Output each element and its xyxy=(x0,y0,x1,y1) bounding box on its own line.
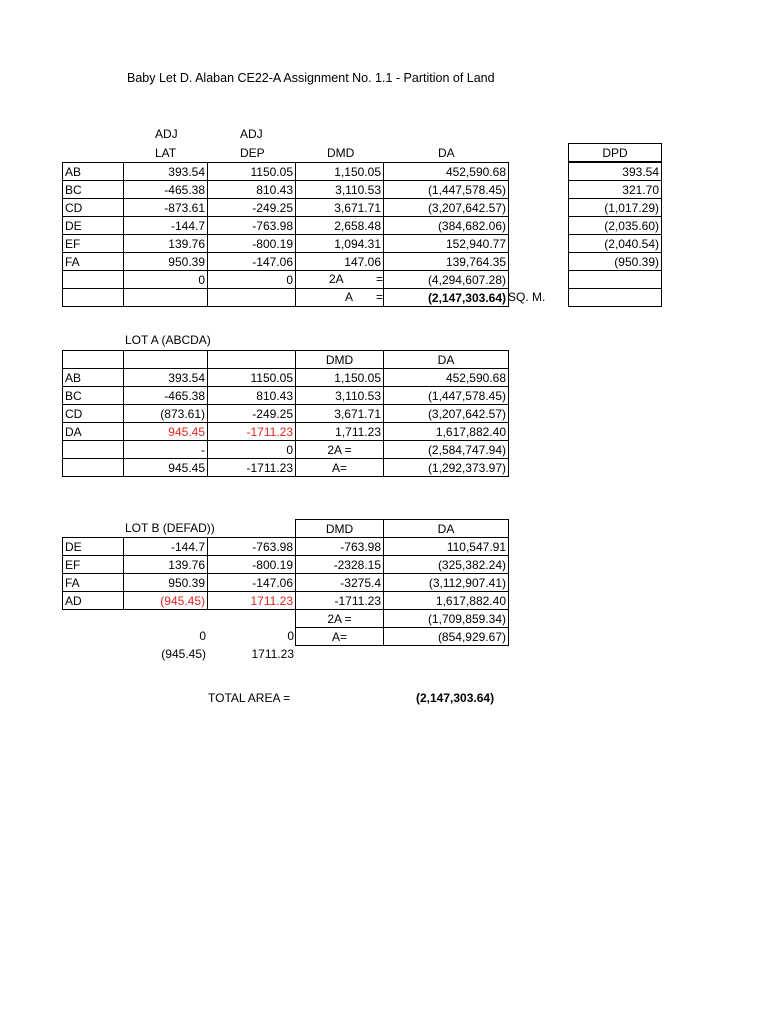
main-twoa-equals: = xyxy=(376,272,384,286)
header-dmd: DMD xyxy=(327,146,355,160)
lot-a-row-lat: 945.45 xyxy=(123,422,208,441)
main-row-dep: -249.25 xyxy=(207,198,296,217)
main-sum-blank xyxy=(62,270,124,289)
lot-b-row-lat: (945.45) xyxy=(123,591,208,610)
lot-b-row-line: DE xyxy=(62,537,124,556)
main-a-blank xyxy=(62,288,124,307)
lot-a-header-blank xyxy=(207,350,296,369)
lot-a-row-dmd: 1,150.05 xyxy=(295,368,384,387)
main-row-lat: 950.39 xyxy=(123,252,208,271)
main-row-dmd: 3,671.71 xyxy=(295,198,384,217)
lot-a-row-lat: -465.38 xyxy=(123,386,208,405)
dpd-cell xyxy=(568,288,662,307)
lot-a-blank xyxy=(62,458,124,477)
dpd-cell: (1,017.29) xyxy=(568,198,662,217)
lot-a-blank xyxy=(62,440,124,459)
lot-a-row-dep: -1711.23 xyxy=(207,422,296,441)
total-area-label: TOTAL AREA = xyxy=(208,691,291,705)
lot-a-sum-dep: -1711.23 xyxy=(207,458,296,477)
main-row-dep: -763.98 xyxy=(207,216,296,235)
lot-a-row-da: 452,590.68 xyxy=(383,368,509,387)
main-row-da: (1,447,578.45) xyxy=(383,180,509,199)
main-row-line: EF xyxy=(62,234,124,253)
lot-b-row-dmd: -763.98 xyxy=(295,537,384,556)
lot-a-sum-lat: 945.45 xyxy=(123,458,208,477)
main-row-lat: 139.76 xyxy=(123,234,208,253)
main-row-da: 139,764.35 xyxy=(383,252,509,271)
main-twoa-value: (4,294,607.28) xyxy=(383,270,509,289)
page-title: Baby Let D. Alaban CE22-A Assignment No. 1.1 - Partition of Land xyxy=(127,71,495,85)
lot-a-header-dmd: DMD xyxy=(295,350,384,369)
main-row-dmd: 3,110.53 xyxy=(295,180,384,199)
main-row-lat: 393.54 xyxy=(123,162,208,181)
total-area-value: (2,147,303.64) xyxy=(416,691,495,705)
lot-b-row-lat: 139.76 xyxy=(123,555,208,574)
main-row-dmd: 1,150.05 xyxy=(295,162,384,181)
lot-a-header-da: DA xyxy=(383,350,509,369)
lot-b-row-dmd: -1711.23 xyxy=(295,591,384,610)
main-row-dmd: 2,658.48 xyxy=(295,216,384,235)
lot-a-header-blank xyxy=(62,350,124,369)
lot-b-row-line: FA xyxy=(62,573,124,592)
lot-b-twoa-label: 2A = xyxy=(295,609,384,628)
lot-b-row-lat: 950.39 xyxy=(123,573,208,592)
lot-b-a-value: (854,929.67) xyxy=(383,627,509,646)
lot-b-header-da: DA xyxy=(383,519,509,538)
dpd-cell: (2,035.60) xyxy=(568,216,662,235)
main-row-lat: -144.7 xyxy=(123,216,208,235)
lot-a-a-label: A= xyxy=(295,458,384,477)
lot-b-extra-lat: (945.45) xyxy=(161,647,206,661)
lot-a-a-value: (1,292,373.97) xyxy=(383,458,509,477)
main-row-dep: -800.19 xyxy=(207,234,296,253)
lot-a-title: LOT A (ABCDA) xyxy=(125,333,211,347)
main-a-blank xyxy=(123,288,208,307)
lot-a-dash: - xyxy=(123,440,208,459)
lot-a-row-dep: -249.25 xyxy=(207,404,296,423)
main-row-line: BC xyxy=(62,180,124,199)
main-a-blank xyxy=(207,288,296,307)
lot-a-row-da: (3,207,642.57) xyxy=(383,404,509,423)
dpd-cell: 393.54 xyxy=(568,162,662,181)
lot-b-row-da: 110,547.91 xyxy=(383,537,509,556)
main-row-line: FA xyxy=(62,252,124,271)
lot-b-header-dmd: DMD xyxy=(295,519,384,538)
main-row-dep: 1150.05 xyxy=(207,162,296,181)
lot-b-row-dep: -763.98 xyxy=(207,537,296,556)
header-adj-lat-top: ADJ xyxy=(155,127,178,141)
lot-a-row-lat: (873.61) xyxy=(123,404,208,423)
main-a-equals: = xyxy=(376,290,384,304)
lot-a-row-da: 1,617,882.40 xyxy=(383,422,509,441)
lot-a-header-blank xyxy=(123,350,208,369)
header-adj-dep-top: ADJ xyxy=(240,127,263,141)
header-dep: DEP xyxy=(240,146,265,160)
lot-b-row-line: EF xyxy=(62,555,124,574)
header-lat: LAT xyxy=(155,146,177,160)
main-row-dep: -147.06 xyxy=(207,252,296,271)
lot-a-row-line: BC xyxy=(62,386,124,405)
lot-b-row-dmd: -3275.4 xyxy=(295,573,384,592)
lot-b-a-label: A= xyxy=(295,627,384,646)
dpd-header: DPD xyxy=(568,143,662,162)
main-row-dmd: 1,094.31 xyxy=(295,234,384,253)
lot-b-row-dmd: -2328.15 xyxy=(295,555,384,574)
dpd-cell: (2,040.54) xyxy=(568,234,662,253)
lot-a-zero: 0 xyxy=(207,440,296,459)
lot-a-row-line: CD xyxy=(62,404,124,423)
lot-b-sum-dep: 0 xyxy=(287,629,294,643)
lot-b-title: LOT B (DEFAD)) xyxy=(125,521,215,535)
main-row-lat: -873.61 xyxy=(123,198,208,217)
lot-a-row-line: AB xyxy=(62,368,124,387)
lot-a-row-dmd: 3,110.53 xyxy=(295,386,384,405)
main-row-line: DE xyxy=(62,216,124,235)
main-row-da: 152,940.77 xyxy=(383,234,509,253)
lot-b-row-da: 1,617,882.40 xyxy=(383,591,509,610)
lot-a-row-dmd: 3,671.71 xyxy=(295,404,384,423)
main-row-dmd: 147.06 xyxy=(295,252,384,271)
lot-b-row-dep: -147.06 xyxy=(207,573,296,592)
lot-b-sum-lat: 0 xyxy=(199,629,206,643)
dpd-cell xyxy=(568,270,662,289)
lot-a-twoa-label: 2A = xyxy=(295,440,384,459)
lot-a-row-dep: 810.43 xyxy=(207,386,296,405)
main-a-label-cell xyxy=(295,288,384,307)
lot-a-row-da: (1,447,578.45) xyxy=(383,386,509,405)
main-sum-lat: 0 xyxy=(123,270,208,289)
main-row-line: CD xyxy=(62,198,124,217)
lot-a-row-dep: 1150.05 xyxy=(207,368,296,387)
main-row-da: (3,207,642.57) xyxy=(383,198,509,217)
main-a-value: (2,147,303.64) xyxy=(383,288,509,307)
main-row-da: 452,590.68 xyxy=(383,162,509,181)
main-twoa-label: 2A xyxy=(329,272,344,286)
lot-b-row-lat: -144.7 xyxy=(123,537,208,556)
header-da: DA xyxy=(438,146,455,160)
lot-a-row-dmd: 1,711.23 xyxy=(295,422,384,441)
lot-b-row-dep: -800.19 xyxy=(207,555,296,574)
main-row-line: AB xyxy=(62,162,124,181)
main-row-dep: 810.43 xyxy=(207,180,296,199)
lot-b-row-da: (325,382.24) xyxy=(383,555,509,574)
main-unit-label: SQ. M. xyxy=(508,290,546,304)
dpd-cell: 321.70 xyxy=(568,180,662,199)
main-sum-dep: 0 xyxy=(207,270,296,289)
main-row-lat: -465.38 xyxy=(123,180,208,199)
lot-b-row-dep: 1711.23 xyxy=(207,591,296,610)
lot-b-row-da: (3,112,907.41) xyxy=(383,573,509,592)
main-row-da: (384,682.06) xyxy=(383,216,509,235)
lot-a-row-lat: 393.54 xyxy=(123,368,208,387)
lot-b-row-line: AD xyxy=(62,591,124,610)
lot-b-twoa-value: (1,709,859.34) xyxy=(383,609,509,628)
lot-a-twoa-value: (2,584,747.94) xyxy=(383,440,509,459)
main-a-label: A xyxy=(345,290,354,304)
lot-b-extra-dep: 1711.23 xyxy=(251,647,294,661)
lot-a-row-line: DA xyxy=(62,422,124,441)
dpd-cell: (950.39) xyxy=(568,252,662,271)
